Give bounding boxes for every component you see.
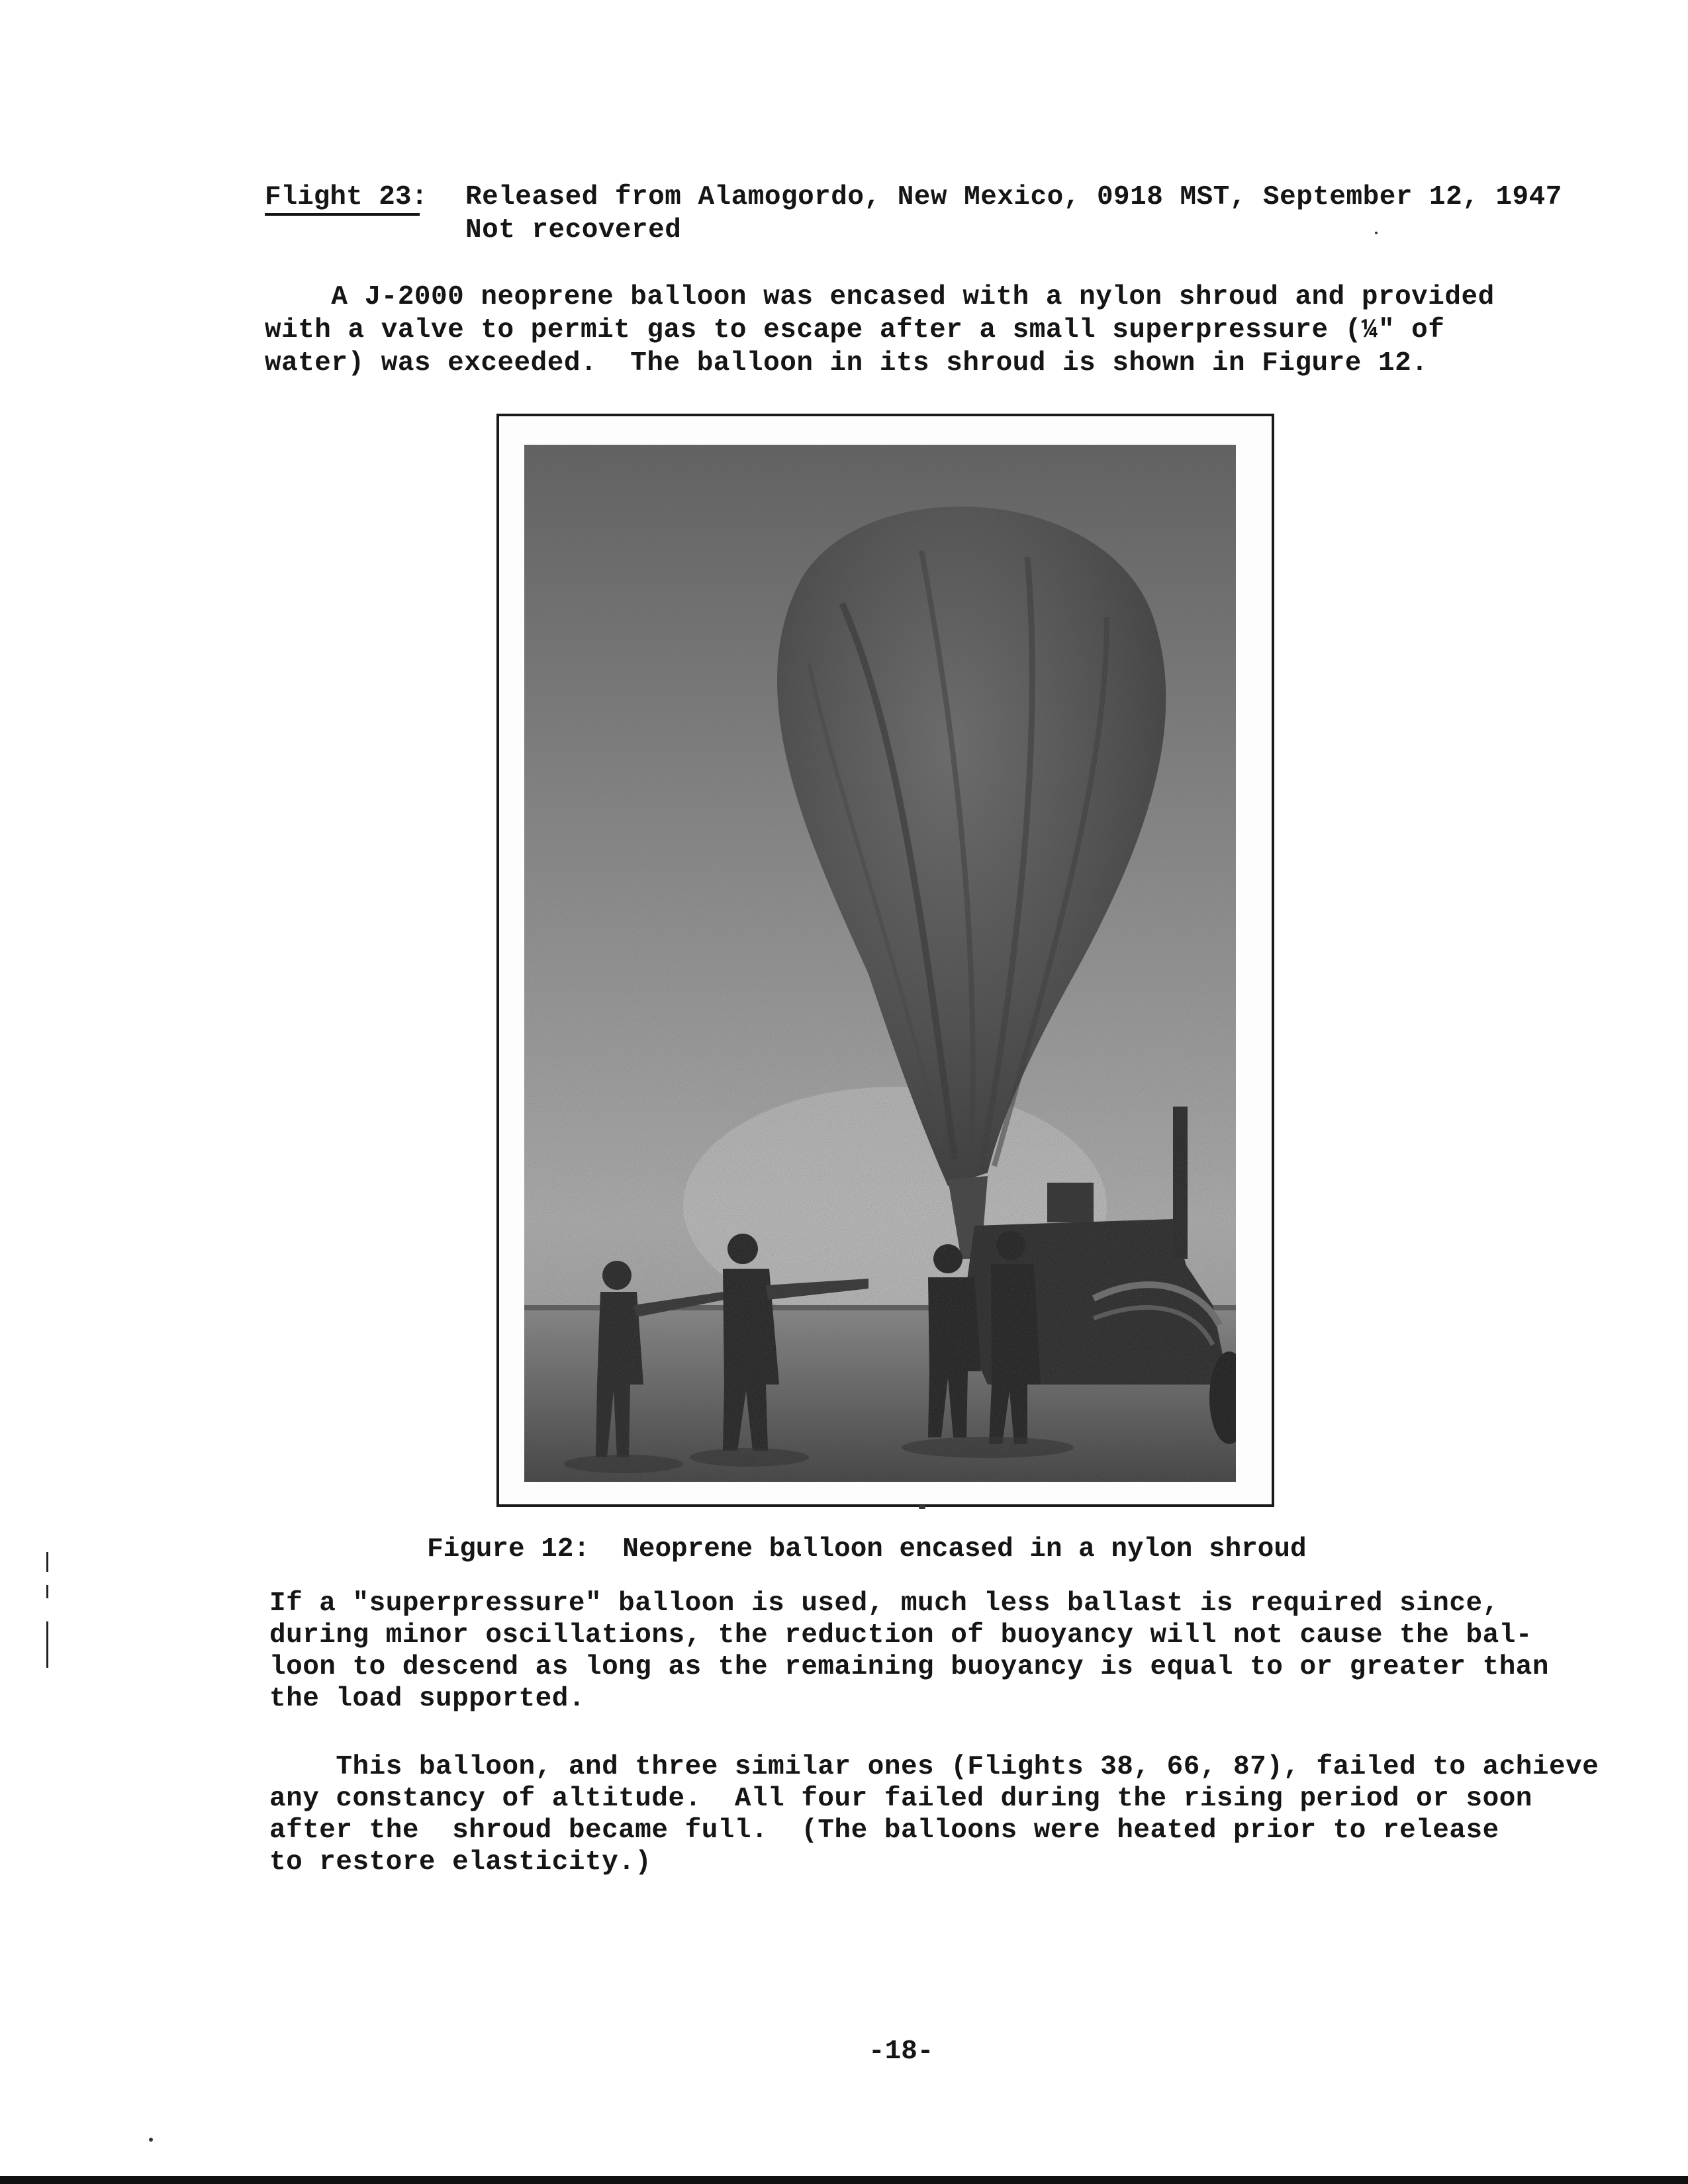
paragraph3-line: to restore elasticity.) [269, 1847, 652, 1878]
scan-speck [919, 1505, 925, 1509]
scan-speck [149, 2138, 153, 2142]
page-bottom-edge [0, 2176, 1688, 2184]
paragraph1-line: with a valve to permit gas to escape after a small superpressure (¼" of [265, 315, 1445, 345]
paragraph3-line: This balloon, and three similar ones (Flights 38, 66, 87), failed to achieve [269, 1752, 1599, 1782]
balloon-photo-image [524, 445, 1236, 1482]
figure-caption: Figure 12: Neoprene balloon encased in a nylon shroud [427, 1534, 1307, 1565]
paragraph2-line: during minor oscillations, the reduction of buoyancy will not cause the bal- [269, 1620, 1532, 1651]
paragraph3-line: any constancy of altitude. All four failed during the rising period or soon [269, 1784, 1532, 1814]
paragraph2-line: If a "superpressure" balloon is used, much less ballast is required since, [269, 1588, 1499, 1619]
flight-label-underline [265, 213, 420, 216]
paragraph2-line: the load supported. [269, 1684, 585, 1714]
margin-mark [46, 1585, 48, 1598]
margin-mark [46, 1621, 48, 1668]
paragraph3-line: after the shroud became full. (The balloons were heated prior to release [269, 1815, 1499, 1846]
scan-speck [1375, 232, 1378, 234]
paragraph2-line: loon to descend as long as the remaining buoyancy is equal to or greater than [269, 1652, 1550, 1682]
paragraph1-line: water) was exceeded. The balloon in its shroud is shown in Figure 12. [265, 348, 1429, 379]
flight-label: Flight 23: [265, 182, 428, 212]
flight-release-line: Released from Alamogordo, New Mexico, 0918 MST, September 12, 1947 [465, 182, 1562, 212]
margin-mark [46, 1552, 48, 1572]
paragraph1-line: A J-2000 neoprene balloon was encased with a nylon shroud and provided [265, 282, 1495, 312]
balloon-photo [524, 445, 1236, 1482]
page-number: -18- [868, 2036, 934, 2067]
flight-status-line: Not recovered [465, 215, 682, 246]
